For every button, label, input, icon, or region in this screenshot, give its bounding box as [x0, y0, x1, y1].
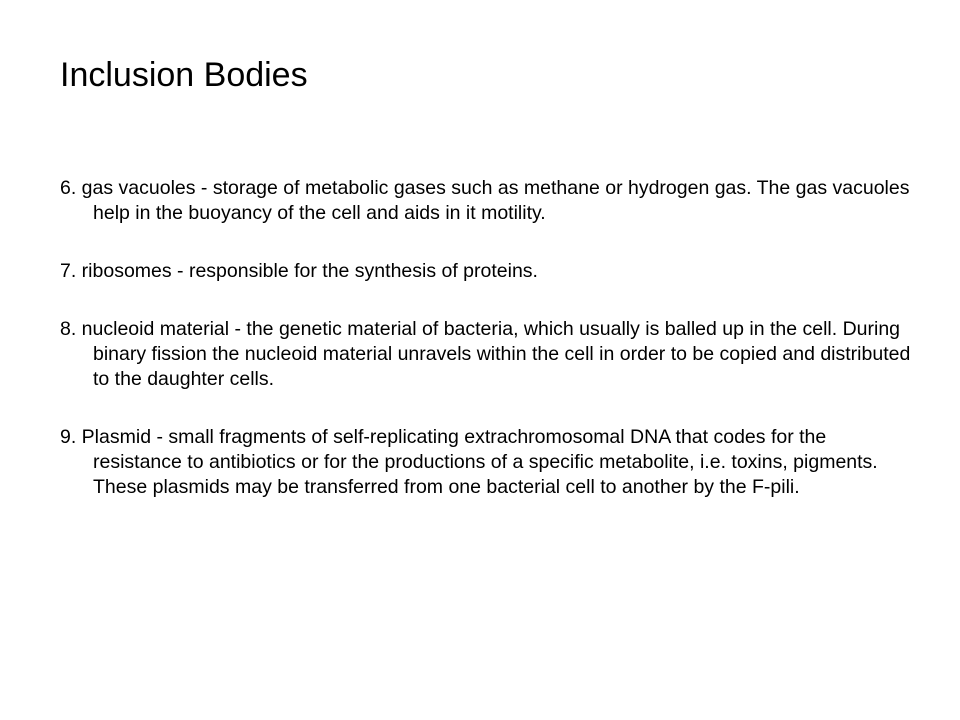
list-item-ribosomes: 7. ribosomes - responsible for the synthesis of proteins. [60, 260, 538, 282]
list-item-nucleoid-material: 8. nucleoid material - the genetic material of bacteria, which usually is balled up in the cell. During binary fission the nucleoid material unravels within the cell in order to be copied and distributed to the daughter cells. [60, 318, 911, 390]
slide-title: Inclusion Bodies [60, 56, 308, 94]
list-item-gas-vacuoles: 6. gas vacuoles - storage of metabolic gases such as methane or hydrogen gas. The gas vacuoles help in the buoyancy of the cell and aids in it motility. [60, 177, 910, 224]
list-item-plasmid: 9. Plasmid - small fragments of self-replicating extrachromosomal DNA that codes for the resistance to antibiotics or for the productions of a specific metabolite, i.e. toxins, pigments. These plasmids may be transferred from one bacterial cell to another by the F-pili. [60, 426, 878, 498]
content-list [60, 176, 920, 500]
